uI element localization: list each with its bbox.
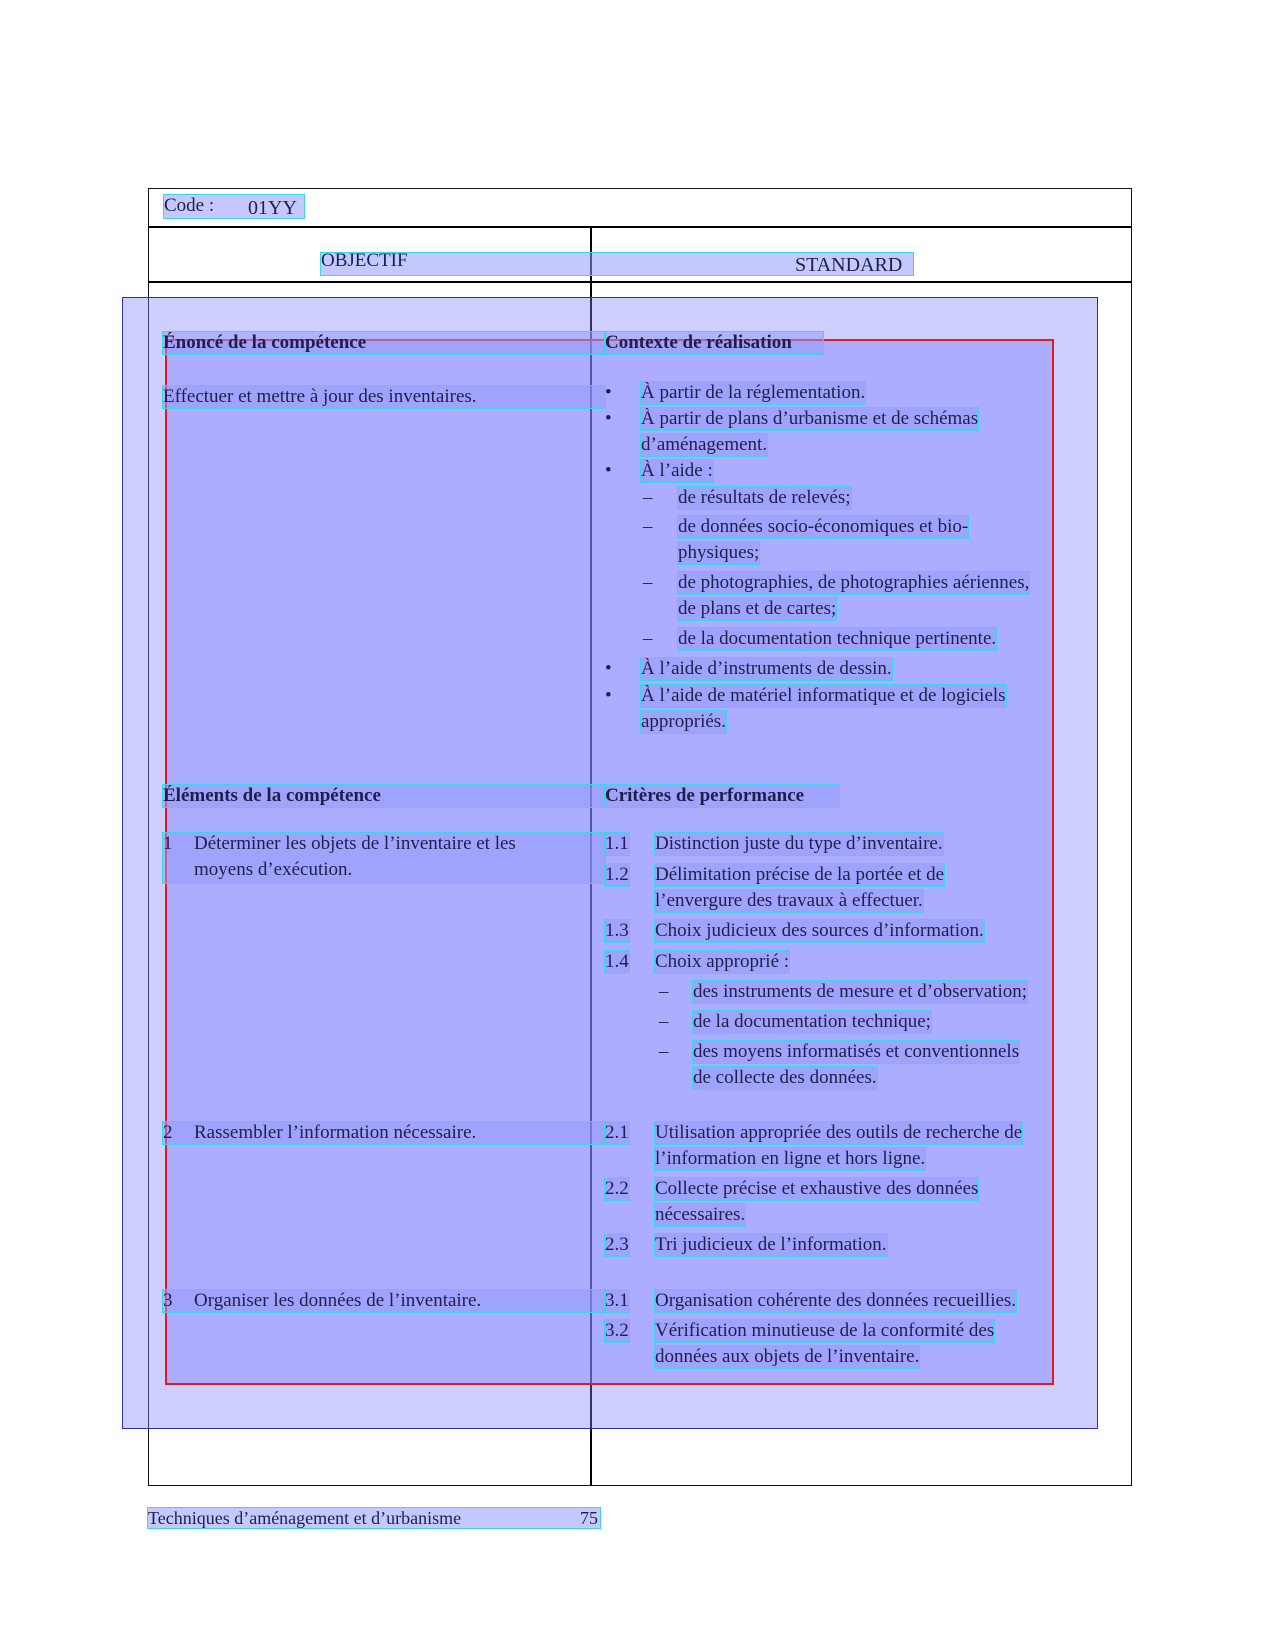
critere-number: 2.3 <box>605 1234 629 1255</box>
element-number: 1 <box>163 833 173 854</box>
contexte-item: d’aménagement. <box>641 434 768 455</box>
header-divider <box>148 226 1132 228</box>
critere-number: 2.2 <box>605 1178 629 1199</box>
contexte-subitem: de données socio-économiques et bio- <box>678 516 969 537</box>
element-number: 3 <box>163 1290 173 1311</box>
contexte-item: À partir de plans d’urbanisme et de schémas <box>641 408 979 429</box>
element-text: Rassembler l’information nécessaire. <box>194 1122 477 1143</box>
critere-number: 1.1 <box>605 833 629 854</box>
contexte-item: À l’aide de matériel informatique et de logiciels <box>641 685 1006 706</box>
critere-text: Organisation cohérente des données recueillies. <box>655 1290 1017 1311</box>
critere-text: l’information en ligne et hors ligne. <box>655 1148 926 1169</box>
code-value: 01YY <box>248 197 297 219</box>
critere-text: Choix approprié : <box>655 951 790 972</box>
element-text: Déterminer les objets de l’inventaire et les <box>194 833 516 854</box>
footer <box>148 1508 600 1528</box>
enonce-title: Énoncé de la compétence <box>163 332 605 354</box>
dash: – <box>643 487 653 508</box>
contexte-item: À l’aide d’instruments de dessin. <box>641 658 892 679</box>
contexte-item: appropriés. <box>641 711 726 732</box>
bullet: • <box>605 460 612 481</box>
critere-subitem: des instruments de mesure et d’observation; <box>693 981 1028 1002</box>
dash: – <box>643 516 653 537</box>
contexte-subitem: de la documentation technique pertinente. <box>678 628 997 649</box>
element-3 <box>163 1290 605 1312</box>
critere-text: Délimitation précise de la portée et de <box>655 864 945 885</box>
element-number: 2 <box>163 1122 173 1143</box>
element-text: Organiser les données de l’inventaire. <box>194 1290 482 1311</box>
contexte-subitem: de photographies, de photographies aériennes, <box>678 572 1030 593</box>
critere-text: Distinction juste du type d’inventaire. <box>655 833 943 854</box>
dash: – <box>643 572 653 593</box>
critere-number: 2.1 <box>605 1122 629 1143</box>
critere-subitem: de collecte des données. <box>693 1067 877 1088</box>
critere-text: Choix judicieux des sources d’information. <box>655 920 984 941</box>
contexte-subitem: physiques; <box>678 542 760 563</box>
elements-title: Éléments de la compétence <box>163 785 605 807</box>
critere-text: Collecte précise et exhaustive des données <box>655 1178 979 1199</box>
critere-number: 3.2 <box>605 1320 629 1341</box>
critere-text: Tri judicieux de l’information. <box>655 1234 887 1255</box>
column-header-divider <box>148 281 1132 283</box>
code-box <box>164 195 304 218</box>
element-2 <box>163 1122 605 1144</box>
column-header-objectif: OBJECTIF <box>321 250 408 271</box>
bullet: • <box>605 382 612 403</box>
contexte-item: À partir de la réglementation. <box>641 382 866 403</box>
critere-number: 1.4 <box>605 951 629 972</box>
critere-subitem: de la documentation technique; <box>693 1011 931 1032</box>
column-header-standard: STANDARD <box>795 254 903 276</box>
critere-text: nécessaires. <box>655 1204 746 1225</box>
contexte-title: Contexte de réalisation <box>605 332 823 354</box>
critere-text: Vérification minutieuse de la conformité des <box>655 1320 995 1341</box>
critere-number: 3.1 <box>605 1290 629 1311</box>
contexte-subitem: de résultats de relevés; <box>678 487 851 508</box>
contexte-subitem: de plans et de cartes; <box>678 598 837 619</box>
footer-page-number: 75 <box>580 1508 598 1528</box>
footer-program: Techniques d’aménagement et d’urbanisme <box>148 1508 462 1528</box>
critere-text: Utilisation appropriée des outils de recherche de <box>655 1122 1023 1143</box>
dash: – <box>643 628 653 649</box>
critere-number: 1.2 <box>605 864 629 885</box>
criteres-title: Critères de performance <box>605 785 839 807</box>
enonce-text: Effectuer et mettre à jour des inventaires. <box>163 386 605 408</box>
bullet: • <box>605 685 612 706</box>
element-text: moyens d’exécution. <box>194 859 353 880</box>
bullet: • <box>605 658 612 679</box>
critere-text: données aux objets de l’inventaire. <box>655 1346 920 1367</box>
critere-text: l’envergure des travaux à effectuer. <box>655 890 923 911</box>
critere-number: 1.3 <box>605 920 629 941</box>
dash: – <box>659 981 669 1002</box>
code-label: Code : <box>164 195 215 216</box>
dash: – <box>659 1041 669 1062</box>
dash: – <box>659 1011 669 1032</box>
contexte-item: À l’aide : <box>641 460 713 481</box>
bullet: • <box>605 408 612 429</box>
critere-subitem: des moyens informatisés et conventionnels <box>693 1041 1020 1062</box>
element-1 <box>163 833 605 883</box>
